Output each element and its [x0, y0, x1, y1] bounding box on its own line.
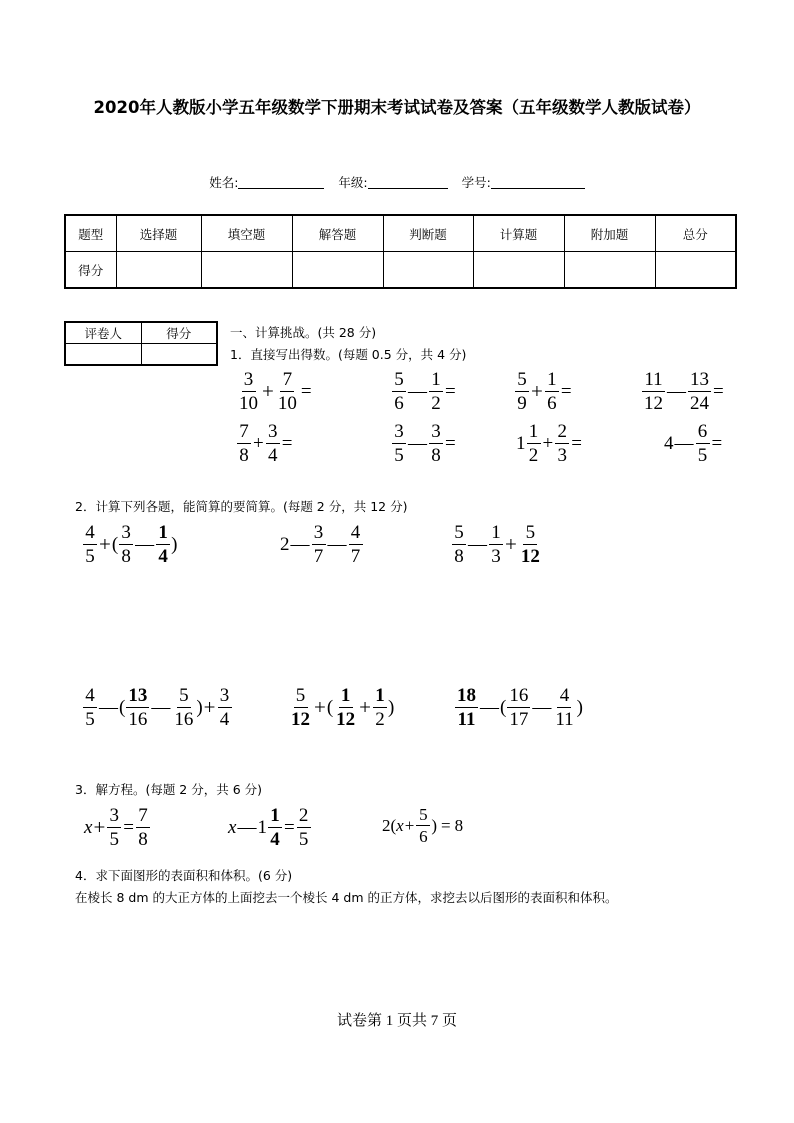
col-header: 填空题 [201, 215, 292, 252]
fraction: $\frac{3}{5}$ [107, 806, 121, 849]
document-title: 2020年人教版小学五年级数学下册期末考试试卷及答案（五年级数学人教版试卷） [93, 98, 701, 117]
question-2-label: 2．计算下列各题，能简算的要简算。(每题 2 分，共 12 分) [75, 499, 408, 514]
fraction: $\frac{1}{4}$ [156, 523, 170, 566]
section-heading: 一、计算挑战。(共 28 分) [230, 325, 377, 340]
q2-expr-1: $\frac{4}{5}$ + ( $\frac{3}{8}$ — $\frac{1}{4}$ ) [82, 523, 178, 566]
score-cell[interactable] [473, 252, 564, 289]
q1-expr-5: $\frac{7}{8}$ + $\frac{3}{4}$ = [236, 422, 293, 465]
fraction: $\frac{3}{8}$ [119, 523, 133, 566]
table-row [65, 344, 217, 366]
fraction: $\frac{1}{4}$ [268, 806, 282, 849]
grade-blank[interactable] [368, 174, 448, 189]
fraction: $\frac{13}{24}$ [690, 369, 709, 414]
q2-expr-3: $\frac{5}{8}$ — $\frac{1}{3}$ + $\frac{5}{12}$ [451, 523, 543, 566]
fraction: $\frac{1}{2}$ [527, 422, 541, 465]
fraction: $\frac{4}{7}$ [349, 523, 363, 566]
score-cell[interactable] [655, 252, 736, 289]
grader-score-cell[interactable] [141, 344, 217, 366]
fraction: $\frac{4}{11}$ [555, 685, 574, 730]
q1-expr-8: 4 — $\frac{6}{5}$ = [664, 421, 723, 466]
fraction: $\frac{2}{3}$ [555, 422, 569, 465]
fraction: $\frac{4}{5}$ [83, 523, 97, 566]
fraction: $\frac{4}{5}$ [83, 686, 97, 729]
fraction: $\frac{7}{8}$ [136, 806, 150, 849]
score-table [64, 214, 737, 289]
table-row [65, 252, 736, 289]
fraction: $\frac{1}{2}$ [373, 686, 387, 729]
fraction: $\frac{5}{16}$ [174, 685, 194, 730]
page-footer: 试卷第 1 页共 7 页 [336, 1013, 457, 1029]
student-info-line [0, 173, 794, 191]
score-cell[interactable] [116, 252, 201, 289]
row-header-score: 得分 [65, 252, 116, 289]
fraction: $\frac{7}{8}$ [237, 422, 251, 465]
fraction: $\frac{3}{7}$ [312, 523, 326, 566]
q1-expr-1: $\frac{3}{10}$ + $\frac{7}{10}$ = [239, 369, 312, 414]
id-blank[interactable] [491, 174, 585, 189]
col-header: 选择题 [116, 215, 201, 252]
row-header-type: 题型 [65, 215, 116, 252]
score-cell[interactable] [383, 252, 473, 289]
fraction: $\frac{5}{12}$ [291, 685, 310, 730]
col-header: 附加题 [564, 215, 655, 252]
col-header: 判断题 [383, 215, 473, 252]
grader-header: 评卷人 [65, 322, 141, 344]
fraction: $\frac{1}{2}$ [429, 370, 443, 413]
grader-cell[interactable] [65, 344, 141, 366]
q3-equation-2: x — 1 $\frac{1}{4}$ = $\frac{2}{5}$ [228, 806, 312, 849]
fraction: $\frac{3}{5}$ [392, 422, 406, 465]
score-cell[interactable] [201, 252, 292, 289]
q1-expr-3: $\frac{5}{9}$ + $\frac{1}{6}$ = [514, 370, 573, 413]
fraction: $\frac{3}{4}$ [266, 422, 280, 465]
fraction: $\frac{5}{9}$ [515, 370, 529, 413]
fraction: $\frac{5}{8}$ [452, 523, 466, 566]
name-blank[interactable] [238, 174, 324, 189]
q2-expr-2: 2 — $\frac{3}{7}$ — $\frac{4}{7}$ [280, 523, 364, 566]
fraction: $\frac{16}{17}$ [509, 685, 529, 730]
fraction: $\frac{5}{6}$ [392, 370, 406, 413]
q1-expr-6: $\frac{3}{5}$ — $\frac{3}{8}$ = [391, 422, 457, 465]
col-header: 计算题 [473, 215, 564, 252]
fraction: $\frac{3}{4}$ [218, 686, 232, 729]
table-row [65, 215, 736, 252]
score-cell[interactable] [292, 252, 383, 289]
q3-equation-1: x + $\frac{3}{5}$ = $\frac{7}{8}$ [84, 806, 151, 849]
fraction: $\frac{1}{3}$ [489, 523, 503, 566]
table-row [65, 322, 217, 344]
fraction: $\frac{2}{5}$ [297, 806, 311, 849]
fraction: $\frac{1}{6}$ [545, 370, 559, 413]
fraction: $\frac{5}{12}$ [520, 522, 540, 567]
fraction: $\frac{11}{12}$ [644, 369, 663, 414]
col-header: 总分 [655, 215, 736, 252]
question-1-label: 1．直接写出得数。(每题 0.5 分，共 4 分) [230, 347, 467, 362]
grader-table [64, 321, 218, 366]
q2-expr-6: $\frac{18}{11}$ — ( $\frac{16}{17}$ — $\frac{4}{11}$ ) [457, 685, 583, 730]
fraction: $\frac{5}{6}$ [416, 806, 430, 845]
q3-equation-3: 2 ( x + $\frac{5}{6}$ ) = 8 [382, 805, 464, 846]
question-4-text: 在棱长 8 dm 的大正方体的上面挖去一个棱长 4 dm 的正方体，求挖去以后图形的表面积和体积。 [75, 890, 618, 905]
question-3-label: 3．解方程。(每题 2 分，共 6 分) [75, 782, 263, 797]
grader-score-header: 得分 [141, 322, 217, 344]
fraction: $\frac{13}{16}$ [128, 685, 148, 730]
fraction: $\frac{3}{10}$ [239, 369, 258, 414]
q2-expr-5: $\frac{5}{12}$ + ( $\frac{1}{12}$ + $\frac{1}{2}$ ) [291, 685, 395, 730]
fraction: $\frac{18}{11}$ [457, 685, 476, 730]
col-header: 解答题 [292, 215, 383, 252]
name-label: 姓名: [209, 175, 239, 190]
grade-label: 年级: [338, 175, 368, 190]
q2-expr-4: $\frac{4}{5}$ — ( $\frac{13}{16}$ — $\frac{5}{16}$ ) + $\frac{3}{4}$ [82, 686, 233, 729]
fraction: $\frac{3}{8}$ [429, 422, 443, 465]
q1-expr-2: $\frac{5}{6}$ — $\frac{1}{2}$ = [391, 370, 457, 413]
question-4-label: 4．求下面图形的表面积和体积。(6 分) [75, 868, 293, 883]
fraction: $\frac{7}{10}$ [277, 369, 297, 414]
q1-expr-4: $\frac{11}{12}$ — $\frac{13}{24}$ = [644, 369, 724, 414]
score-cell[interactable] [564, 252, 655, 289]
id-label: 学号: [461, 175, 491, 190]
fraction: $\frac{1}{12}$ [336, 685, 356, 730]
fraction: $\frac{6}{5}$ [696, 422, 710, 465]
q1-expr-7: 1 $\frac{1}{2}$ + $\frac{2}{3}$ = [516, 421, 582, 466]
